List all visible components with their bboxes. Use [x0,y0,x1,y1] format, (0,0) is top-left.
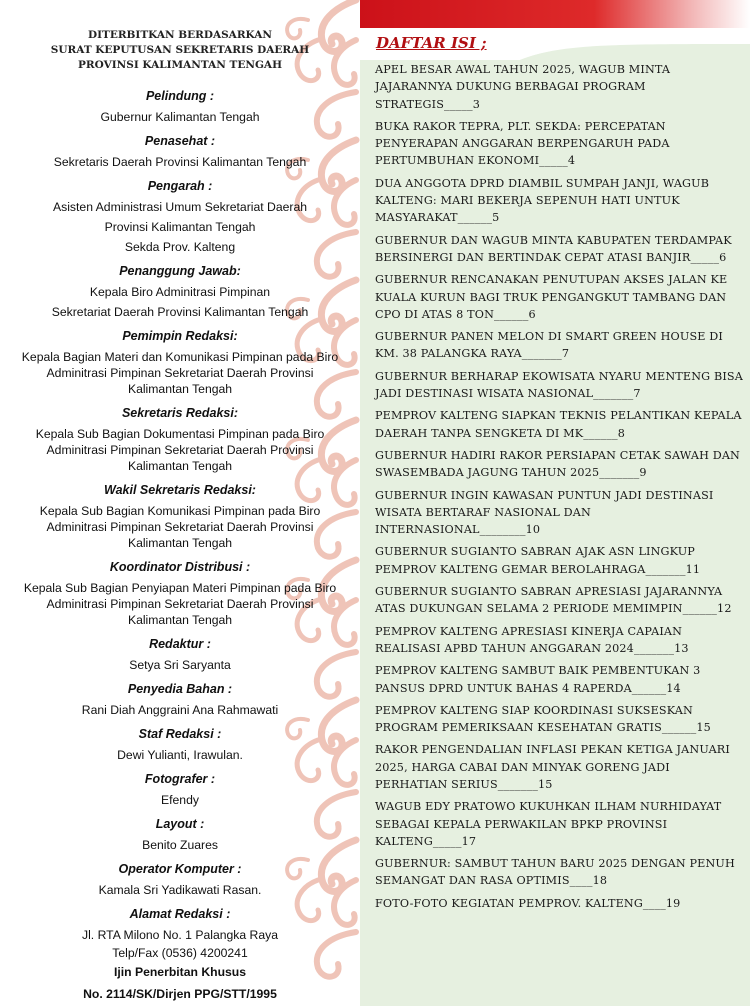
publisher-header-line: SURAT KEPUTUSAN SEKRETARIS DAERAH [50,44,310,56]
editorial-board [20,88,340,1002]
toc-item[interactable]: PEMPROV KALTENG APRESIASI KINERJA CAPAIAN REALISASI APBD TAHUN ANGGARAN 2024_______13 [375,624,689,655]
person-line: Dewi Yulianti, Irawulan. [117,748,243,762]
role-redaktur: Redaktur : [149,637,211,651]
toc-item[interactable]: GUBERNUR DAN WAGUB MINTA KABUPATEN TERDAMPAK BERSINERGI DAN BERTINDAK CEPAT ATASI BANJIR_____6 [375,233,732,264]
person-line: Sekda Prov. Kalteng [124,240,236,254]
toc-item[interactable]: WAGUB EDY PRATOWO KUKUHKAN ILHAM NURHIDAYAT SEBAGAI KEPALA PERWAKILAN BPKP PROVINSI KALTENG_____17 [375,800,722,848]
toc-item[interactable]: GUBERNUR RENCANAKAN PENUTUPAN AKSES JALAN KE KUALA KURUN BAGI TRUK PENGANGKUT TAMBANG DAN CPO DI ATAS 8 TON______6 [375,273,728,321]
role-alamat-redaksi: Alamat Redaksi : [129,907,231,921]
role-fotografer: Fotografer : [144,772,216,786]
person-line: Kepala Bagian Materi dan Komunikasi Pimpinan pada Biro Adminitrasi Pimpinan Sekretariat Daerah Provinsi Kalimantan Tengah [21,350,339,396]
person-line: Kepala Sub Bagian Dokumentasi Pimpinan pada Biro Adminitrasi Pimpinan Sekretariat Daerah Provinsi Kalimantan Tengah [35,427,325,473]
publisher-header [40,28,320,73]
role-penasehat: Penasehat : [144,134,216,148]
person-line: Kepala Biro Adminitrasi Pimpinan [89,285,271,299]
toc-item[interactable]: FOTO-FOTO KEGIATAN PEMPROV. KALTENG____19 [375,896,681,910]
role-pengarah: Pengarah : [147,179,213,193]
person-line: Efendy [161,793,199,807]
toc-item[interactable]: GUBERNUR HADIRI RAKOR PERSIAPAN CETAK SAWAH DAN SWASEMBADA JAGUNG TAHUN 2025_______9 [375,448,740,480]
person-line: Benito Zuares [142,838,218,852]
permit-title: Ijin Penerbitan Khusus [113,965,247,979]
toc-item[interactable]: GUBERNUR INGIN KAWASAN PUNTUN JADI DESTINASI WISATA BERTARAF NASIONAL DAN INTERNASIONAL________10 [375,488,714,537]
toc-item[interactable]: PEMPROV KALTENG SIAP KOORDINASI SUKSESKAN PROGRAM PEMERIKSAAN KESEHATAN GRATIS______15 [375,703,711,735]
role-operator-komputer: Operator Komputer : [118,862,242,876]
person-line: Asisten Administrasi Umum Sekretariat Daerah [53,200,307,214]
toc-item[interactable]: GUBERNUR SUGIANTO SABRAN AJAK ASN LINGKUP PEMPROV KALTENG GEMAR BEROLAHRAGA_______11 [375,545,701,576]
phone-line: Telp/Fax (0536) 4200241 [112,946,248,960]
person-line: Kepala Sub Bagian Komunikasi Pimpinan pada Biro Adminitrasi Pimpinan Sekretariat Daerah Provinsi Kalimantan Tengah [39,504,321,550]
person-line: Sekretariat Daerah Provinsi Kalimantan Tengah [51,305,309,319]
person-line: Kamala Sri Yadikawati Rasan. [98,883,262,897]
person-line: Rani Diah Anggraini Ana Rahmawati [81,703,279,717]
person-line: Provinsi Kalimantan Tengah [104,220,256,234]
role-pemimpin-redaksi: Pemimpin Redaksi: [122,329,238,343]
role-pelindung: Pelindung : [145,89,215,103]
table-of-contents-panel [360,0,750,1006]
toc-item[interactable]: GUBERNUR: SAMBUT TAHUN BARU 2025 DENGAN PENUH SEMANGAT DAN RASA OPTIMIS____18 [375,857,735,888]
role-penyedia-bahan: Penyedia Bahan : [127,682,233,696]
toc-item[interactable]: GUBERNUR PANEN MELON DI SMART GREEN HOUSE DI KM. 38 PALANGKA RAYA_______7 [375,330,723,361]
toc-item[interactable]: APEL BESAR AWAL TAHUN 2025, WAGUB MINTA JAJARANNYA DUKUNG BERBAGAI PROGRAM STRATEGIS_____3 [375,63,671,111]
toc-title: DAFTAR ISI ; [376,34,487,52]
toc-item[interactable]: PEMPROV KALTENG SIAPKAN TEKNIS PELANTIKAN KEPALA DAERAH TANPA SENGKETA DI MK______8 [375,409,742,440]
toc-item[interactable]: DUA ANGGOTA DPRD DIAMBIL SUMPAH JANJI, WAGUB KALTENG: MARI BEKERJA SEPENUH HATI UNTUK MASYARAKAT______5 [375,176,710,225]
role-staf-redaksi: Staf Redaksi : [138,727,222,741]
role-penanggung-jawab: Penanggung Jawab: [119,264,241,278]
person-line: Setya Sri Saryanta [129,658,231,672]
toc-item[interactable]: GUBERNUR SUGIANTO SABRAN APRESIASI JAJARANNYA ATAS DUKUNGAN SELAMA 2 PERIODE MEMIMPIN______12 [375,585,732,616]
person-line: Kepala Sub Bagian Penyiapan Materi Pimpinan pada Biro Adminitrasi Pimpinan Sekretariat Daerah Provinsi Kalimantan Tengah [23,581,337,627]
person-line: Sekretaris Daerah Provinsi Kalimantan Tengah [53,155,307,169]
address-line: Jl. RTA Milono No. 1 Palangka Raya [82,928,278,942]
role-layout: Layout : [155,817,205,831]
role-wakil-sekretaris-redaksi: Wakil Sekretaris Redaksi: [104,483,256,497]
role-koordinator-distribusi: Koordinator Distribusi : [109,560,251,574]
publisher-header-line: PROVINSI KALIMANTAN TENGAH [78,59,282,71]
masthead-panel [0,0,360,1006]
toc-item[interactable]: PEMPROV KALTENG SAMBUT BAIK PEMBENTUKAN 3 PANSUS DPRD UNTUK BAHAS 4 RAPERDA______14 [375,664,701,695]
toc-item[interactable]: RAKOR PENGENDALIAN INFLASI PEKAN KETIGA JANUARI 2025, HARGA CABAI DAN MINYAK GORENG JADI PERHATIAN SERIUS_______15 [375,743,730,791]
toc-list [375,61,743,917]
role-sekretaris-redaksi: Sekretaris Redaksi: [121,406,239,420]
toc-item[interactable]: GUBERNUR BERHARAP EKOWISATA NYARU MENTENG BISA JADI DESTINASI WISATA NASIONAL_______7 [375,369,743,401]
permit-number: No. 2114/SK/Dirjen PPG/STT/1995 [83,987,277,1001]
toc-item[interactable]: BUKA RAKOR TEPRA, PLT. SEKDA: PERCEPATAN PENYERAPAN ANGGARAN BERPENGARUH PADA PERTUMBUHAN EKONOMI_____4 [375,119,670,168]
publisher-header-line: DITERBITKAN BERDASARKAN [87,29,273,41]
person-line: Gubernur Kalimantan Tengah [100,110,260,124]
